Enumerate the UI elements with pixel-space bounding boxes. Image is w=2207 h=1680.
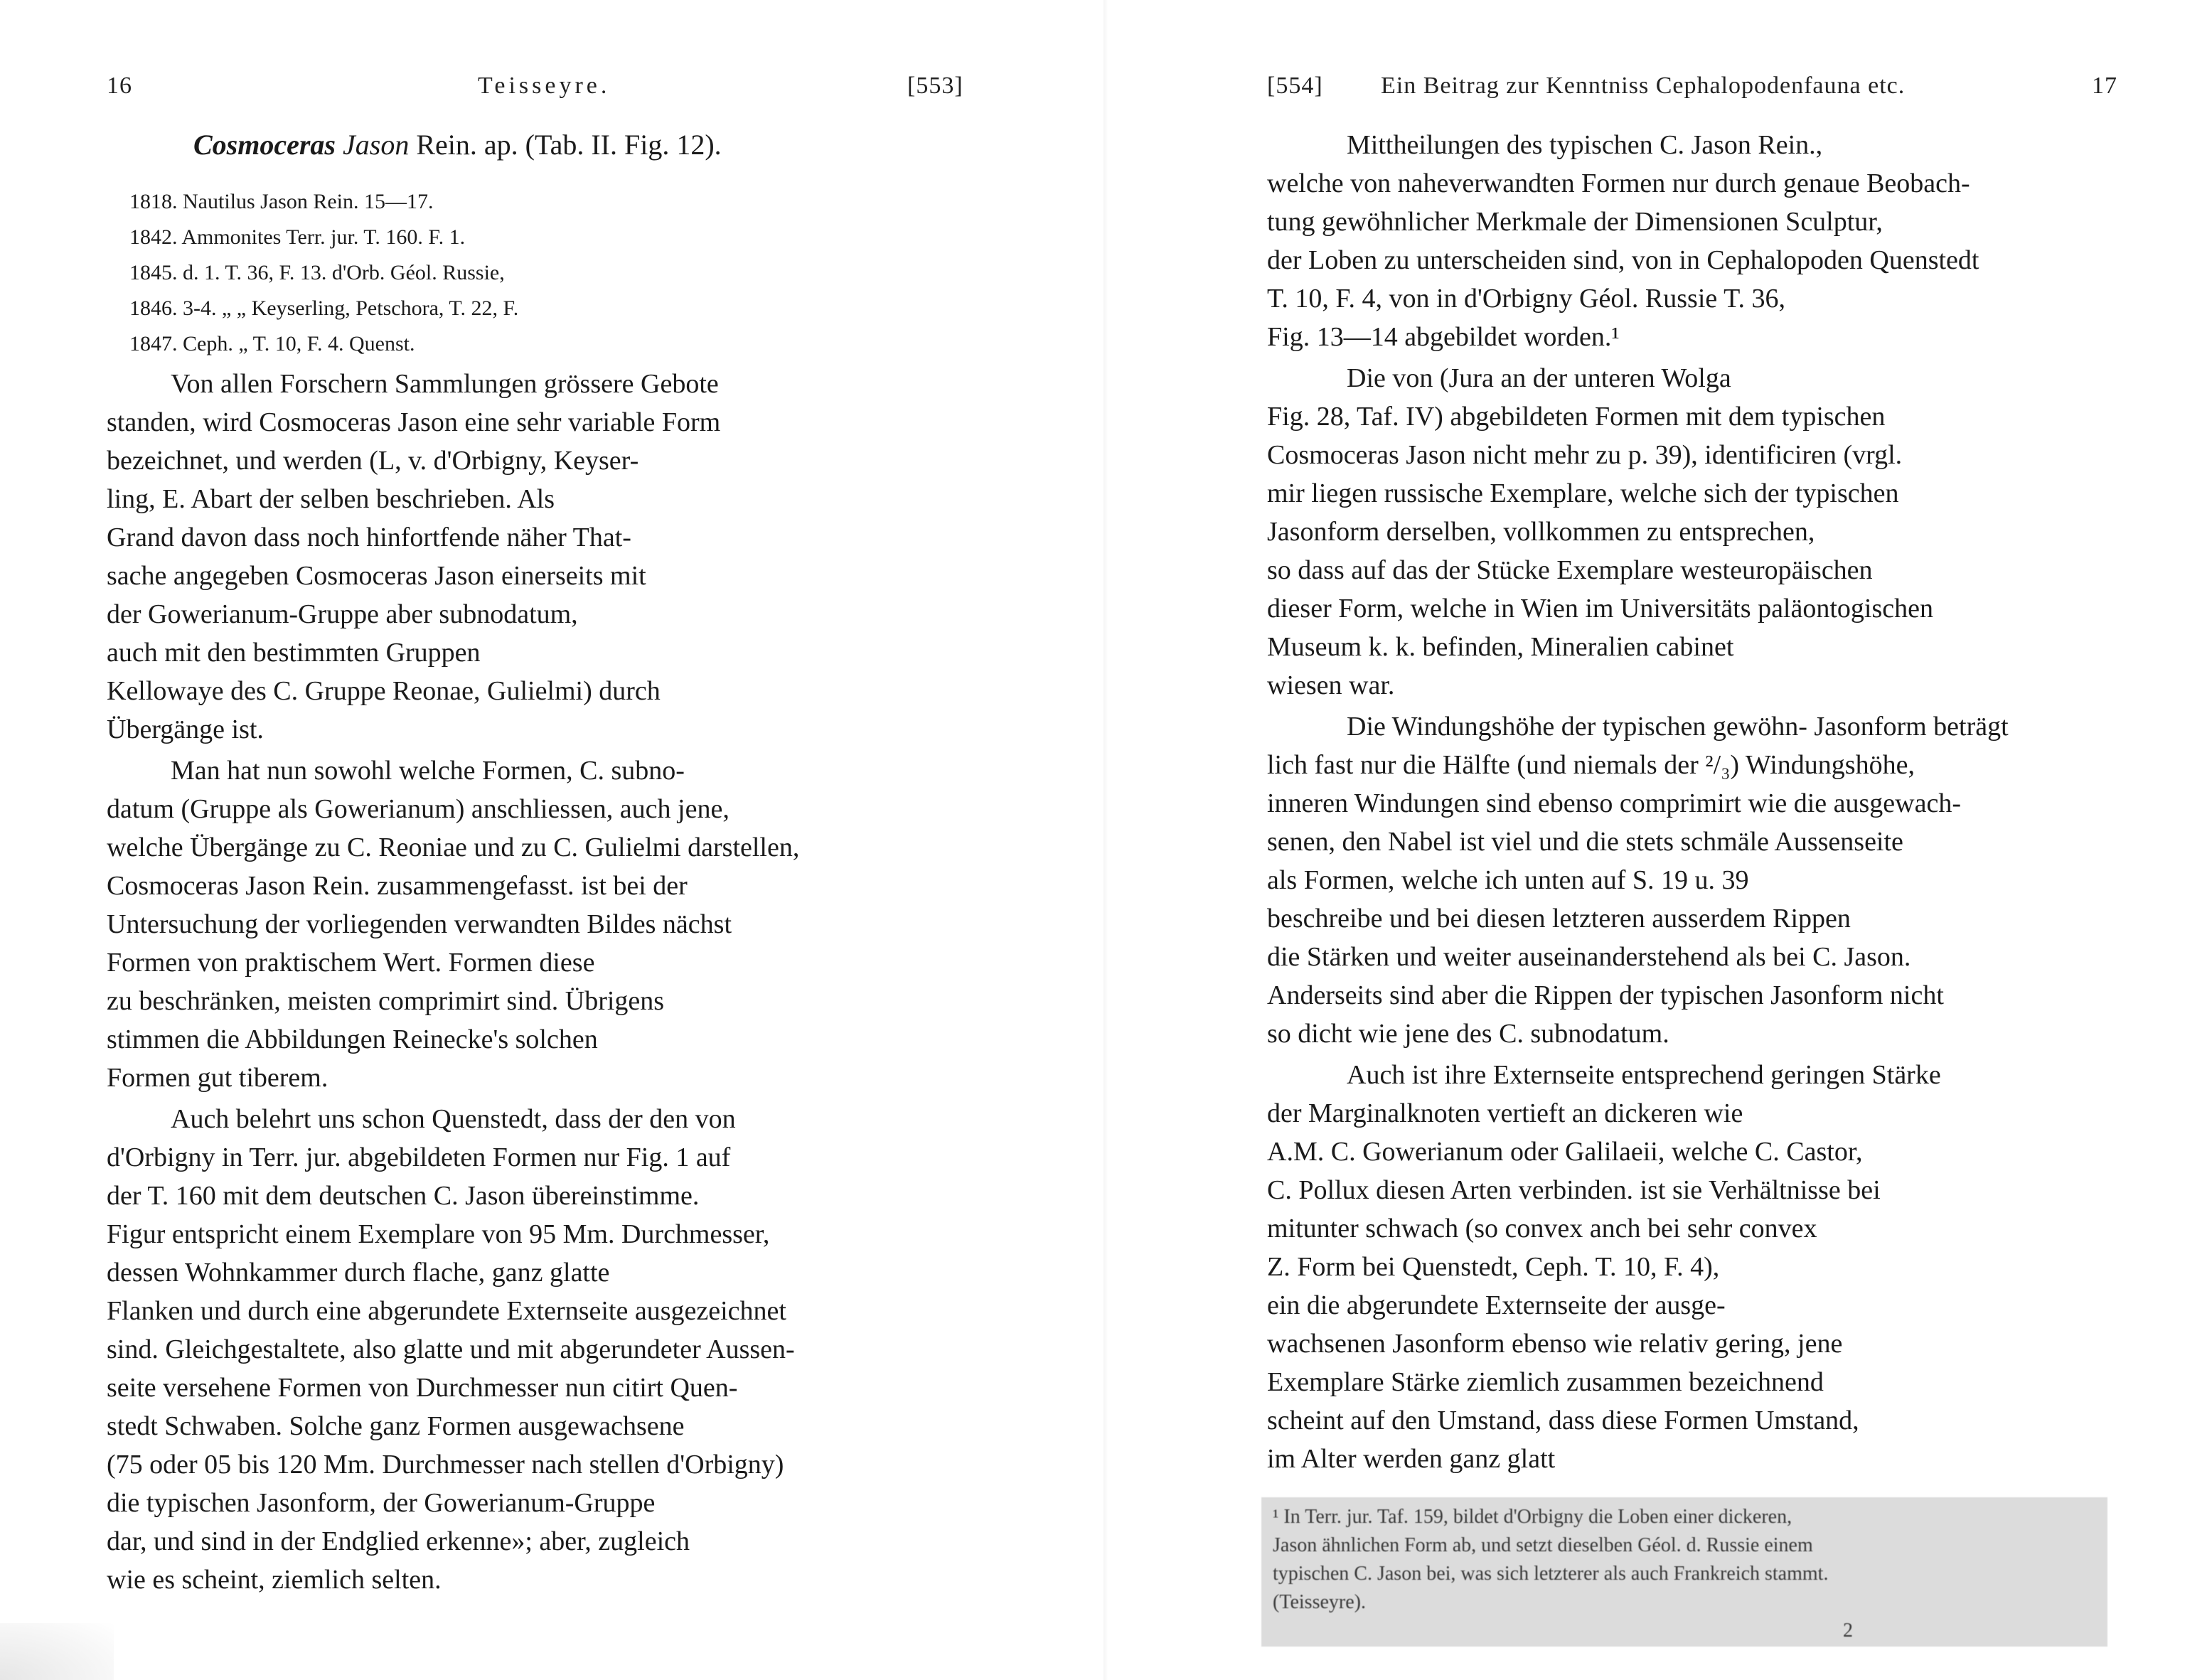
text-line: dieser Form, welche in Wien im Universitäts paläontogischen — [1267, 594, 1933, 624]
text-line: lich fast nur die Hälfte (und niemals der ²/₃) Windungshöhe, — [1267, 750, 1915, 780]
text-line: sind. Gleichgestaltete, also glatte und mit abgerundeter Aussen- — [107, 1334, 795, 1364]
text-line: senen, den Nabel ist viel und die stets schmäle Aussenseite — [1267, 827, 1903, 857]
text-line: beschreibe und bei diesen letzteren ausserdem Rippen — [1267, 904, 1851, 933]
text-line: der T. 160 mit dem deutschen C. Jason übereinstimme. — [107, 1181, 700, 1211]
text-line: mir liegen russische Exemplare, welche sich der typischen — [1267, 478, 1899, 508]
text-line: wie es scheint, ziemlich selten. — [107, 1565, 442, 1595]
text-line: Jasonform derselben, vollkommen zu entsprechen, — [1267, 517, 1815, 547]
text-line: d'Orbigny in Terr. jur. abgebildeten Formen nur Fig. 1 auf — [107, 1143, 731, 1172]
synonym-line: 1846. 3-4. „ „ Keyserling, Petschora, T. 22, F. — [129, 296, 519, 320]
text-line: der Marginalknoten vertieft an dickeren wie — [1267, 1098, 1743, 1128]
text-line: der Loben zu unterscheiden sind, von in Cephalopoden Quenstedt — [1267, 245, 1979, 275]
text-line: Mittheilungen des typischen C. Jason Rein., — [1347, 130, 1823, 160]
text-line: so dicht wie jene des C. subnodatum. — [1267, 1019, 1669, 1049]
species-title-species: Jason — [343, 129, 410, 161]
text-line: A.M. C. Gowerianum oder Galilaeii, welche C. Castor, — [1267, 1137, 1863, 1167]
text-line: ein die abgerundete Externseite der ausge- — [1267, 1290, 1726, 1320]
text-line: datum (Gruppe als Gowerianum) anschliessen, auch jene, — [107, 794, 730, 824]
text-line: bezeichnet, und werden (L, v. d'Orbigny, Keyser- — [107, 446, 639, 476]
synonym-line: 1845. d. 1. T. 36, F. 13. d'Orb. Géol. Russie, — [129, 261, 505, 284]
text-line: Exemplare Stärke ziemlich zusammen bezeichnend — [1267, 1367, 1824, 1397]
text-line: mitunter schwach (so convex anch bei sehr convex — [1267, 1214, 1817, 1243]
text-line: zu beschränken, meisten comprimirt sind. Übrigens — [107, 986, 665, 1016]
text-line: Von allen Forschern Sammlungen grössere Gebote — [171, 369, 719, 399]
text-line: Z. Form bei Quenstedt, Ceph. T. 10, F. 4), — [1267, 1252, 1720, 1282]
text-line: inneren Windungen sind ebenso comprimirt wie die ausgewach- — [1267, 788, 1961, 818]
footnote-line: typischen C. Jason bei, was sich letzterer als auch Frankreich stammt. — [1273, 1563, 1829, 1585]
text-line: stedt Schwaben. Solche ganz Formen ausgewachsene — [107, 1411, 685, 1441]
species-title-genus: Cosmoceras — [193, 129, 336, 161]
text-line: standen, wird Cosmoceras Jason eine sehr variable Form — [107, 407, 721, 437]
synonym-line: 1818. Nautilus Jason Rein. 15—17. — [129, 190, 434, 213]
text-line: Cosmoceras Jason nicht mehr zu p. 39), identificiren (vrgl. — [1267, 440, 1903, 470]
text-line: Figur entspricht einem Exemplare von 95 Mm. Durchmesser, — [107, 1219, 770, 1249]
text-line: so dass auf das der Stücke Exemplare westeuropäischen — [1267, 555, 1873, 585]
text-line: ling, E. Abart der selben beschrieben. Als — [107, 484, 555, 514]
text-line: Flanken und durch eine abgerundete Externseite ausgezeichnet — [107, 1296, 786, 1326]
right-running-title: Ein Beitrag zur Kenntniss Cephalopodenfauna etc. — [1381, 73, 1906, 99]
text-line: dessen Wohnkammer durch flache, ganz glatte — [107, 1258, 610, 1288]
left-bracket-number: [553] — [907, 73, 963, 99]
text-line: die typischen Jasonform, der Gowerianum-Gruppe — [107, 1488, 656, 1518]
right-page-number: 17 — [2092, 73, 2117, 99]
text-line: tung gewöhnlicher Merkmale der Dimensionen Sculptur, — [1267, 207, 1883, 237]
footnote-line: Jason ähnlichen Form ab, und setzt dieselben Géol. d. Russie einem — [1273, 1534, 1813, 1556]
text-line: stimmen die Abbildungen Reinecke's solchen — [107, 1024, 598, 1054]
text-line: wiesen war. — [1267, 670, 1395, 700]
text-line: Kellowaye des C. Gruppe Reonae, Gulielmi) durch — [107, 676, 661, 706]
right-bracket-number: [554] — [1267, 73, 1323, 99]
species-title-rest: Rein. ap. (Tab. II. Fig. 12). — [416, 129, 722, 161]
text-line: Auch ist ihre Externseite entsprechend geringen Stärke — [1347, 1060, 1941, 1090]
text-line: die Stärken und weiter auseinanderstehend als bei C. Jason. — [1267, 942, 1911, 972]
footnote-line: 2 — [1843, 1620, 1853, 1642]
text-line: Cosmoceras Jason Rein. zusammengefasst. ist bei der — [107, 871, 688, 901]
text-line: Formen von praktischem Wert. Formen diese — [107, 948, 595, 978]
text-line: der Gowerianum-Gruppe aber subnodatum, — [107, 599, 578, 629]
text-line: Auch belehrt uns schon Quenstedt, dass der den von — [171, 1104, 736, 1134]
text-line: welche Übergänge zu C. Reoniae und zu C. Gulielmi darstellen, — [107, 833, 800, 862]
text-line: Untersuchung der vorliegenden verwandten Bildes nächst — [107, 909, 732, 939]
text-line: wachsenen Jasonform ebenso wie relativ gering, jene — [1267, 1329, 1843, 1359]
text-line: als Formen, welche ich unten auf S. 19 u. 39 — [1267, 865, 1749, 895]
text-line: im Alter werden ganz glatt — [1267, 1444, 1556, 1474]
text-line: sache angegeben Cosmoceras Jason einerseits mit — [107, 561, 646, 591]
text-line: scheint auf den Umstand, dass diese Formen Umstand, — [1267, 1406, 1859, 1435]
text-line: Formen gut tiberem. — [107, 1063, 328, 1093]
footnote — [1261, 1497, 2107, 1647]
footnote-line: ¹ In Terr. jur. Taf. 159, bildet d'Orbigny die Loben einer dickeren, — [1273, 1506, 1792, 1528]
synonym-line: 1847. Ceph. „ T. 10, F. 4. Quenst. — [129, 332, 415, 355]
species-title — [193, 129, 722, 161]
text-line: Museum k. k. befinden, Mineralien cabinet — [1267, 632, 1734, 662]
text-line: (75 oder 05 bis 120 Mm. Durchmesser nach stellen d'Orbigny) — [107, 1450, 784, 1480]
text-line: Übergänge ist. — [107, 715, 264, 744]
text-line: Fig. 28, Taf. IV) abgebildeten Formen mit dem typischen — [1267, 402, 1886, 432]
text-line: seite versehene Formen von Durchmesser nun citirt Quen- — [107, 1373, 738, 1403]
text-line: welche von naheverwandten Formen nur durch genaue Beobach- — [1267, 168, 1970, 198]
text-line: auch mit den bestimmten Gruppen — [107, 638, 481, 668]
text-line: C. Pollux diesen Arten verbinden. ist sie Verhältnisse bei — [1267, 1175, 1881, 1205]
scan-smudge — [0, 1623, 114, 1680]
text-line: Die von (Jura an der unteren Wolga — [1347, 363, 1731, 393]
text-line: Die Windungshöhe der typischen gewöhn- Jasonform beträgt — [1347, 712, 2009, 742]
text-line: Grand davon dass noch hinfortfende näher That- — [107, 523, 631, 552]
right-page — [1104, 0, 2207, 1680]
footnote-line: (Teisseyre). — [1273, 1591, 1366, 1613]
text-line: Man hat nun sowohl welche Formen, C. subno- — [171, 756, 685, 786]
left-page-number: 16 — [107, 73, 132, 99]
left-running-author: Teisseyre. — [478, 73, 611, 99]
text-line: T. 10, F. 4, von in d'Orbigny Géol. Russie T. 36, — [1267, 284, 1785, 314]
text-line: Fig. 13—14 abgebildet worden.¹ — [1267, 322, 1620, 352]
text-line: dar, und sind in der Endglied erkenne»; aber, zugleich — [107, 1526, 690, 1556]
synonym-line: 1842. Ammonites Terr. jur. T. 160. F. 1. — [129, 225, 466, 249]
text-line: Anderseits sind aber die Rippen der typischen Jasonform nicht — [1267, 980, 1944, 1010]
